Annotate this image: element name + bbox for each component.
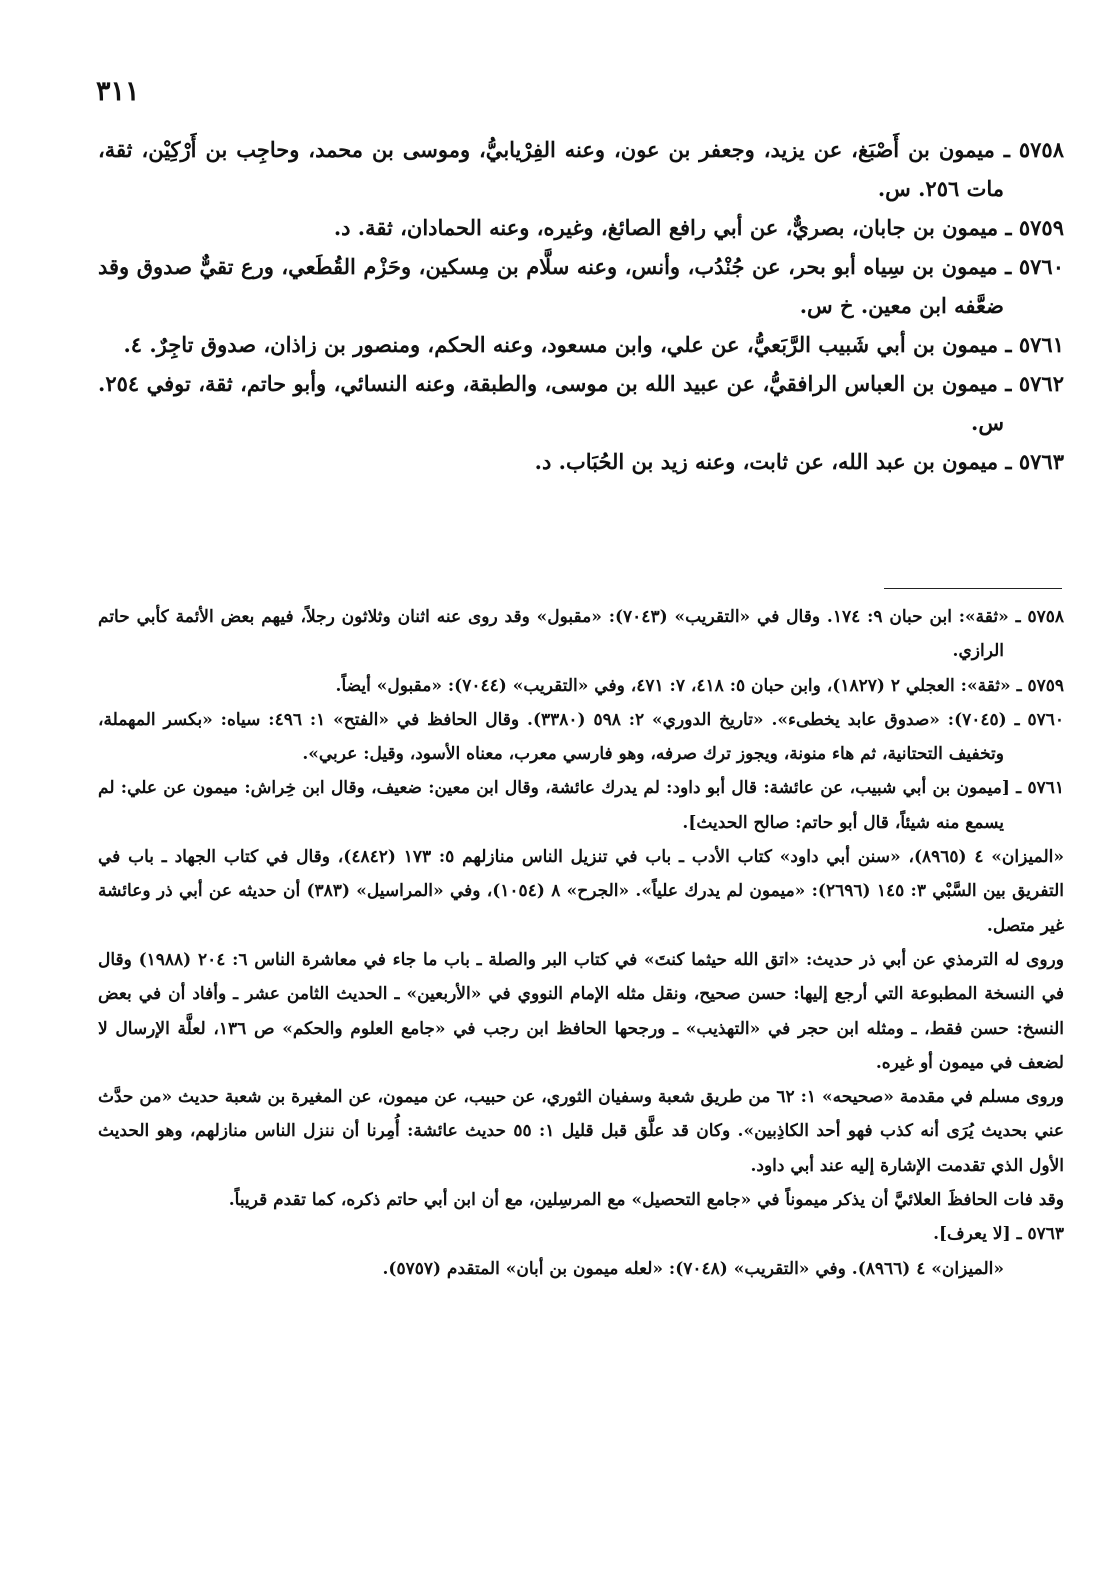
note-5761-sources: «الميزان» ٤ (٨٩٦٥)، «سنن أبي داود» كتاب الأدب ـ باب في تنزيل الناس منازلهم ٥: ١٧٣ (٤٨٤٢)، وقال في كتاب الجهاد ـ باب في التفريق بين السَّبْي ٣: ١٤٥ (٢٦٩٦): «ميمون لم يدرك علياً». «الجرح» ٨ (١٠٥٤)، وفي «المراسيل» (٣٨٣) أن حديثه عن أبي ذر وعائشة غير متصل. [98,847,1064,936]
note-5761: ٥٧٦١ ـ [ميمون بن أبي شبيب، عن عائشة: قال أبو داود: لم يدرك عائشة، وقال ابن معين: ضعيف، وقال ابن خِراش: ميمون عن علي: لم يسمع منه شيئاً، قال أبو حاتم: صالح الحديث]. [98,778,1064,833]
note-5763-sources: «الميزان» ٤ (٨٩٦٦). وفي «التقريب» (٧٠٤٨): «لعله ميمون بن أبان» المتقدم (٥٧٥٧). [382,1258,1004,1279]
page-number: ٣١١ [96,76,140,107]
entry-5761: ٥٧٦١ ـ ميمون بن أبي شَبيب الرَّبَعيُّ، عن علي، وابن مسعود، وعنه الحكم، ومنصور بن زاذان، صدوق تاجِرٌ. ٤. [123,332,1064,357]
entry-5758: ٥٧٥٨ ـ ميمون بن أَصْبَغ، عن يزيد، وجعفر بن عون، وعنه الفِرْيابيُّ، وموسى بن محمد، وحاجِب بن أَرْكِيْن، ثقة، مات ٢٥٦. س. [98,137,1064,201]
note-5763: ٥٧٦٣ ـ [لا يعرف]. [933,1224,1064,1245]
footnote-divider [884,588,1062,589]
entry-5763: ٥٧٦٣ ـ ميمون بن عبد الله، عن ثابت، وعنه زيد بن الحُبَاب. د. [534,449,1064,474]
note-5761-tirmidhi: وروى له الترمذي عن أبي ذر حديث: «اتق الله حيثما كنتَ» في كتاب البر والصلة ـ باب ما جاء في معاشرة الناس ٦: ٢٠٤ (١٩٨٨) وقال في النسخة المطبوعة التي أرجع إليها: حسن صحيح، ونقل مثله الإمام النووي في «الأربعين» ـ الحديث الثامن عشر ـ وأفاد أن في بعض النسخ: حسن فقط، ـ ومثله ابن حجر في «التهذيب» ـ ورجحها الحافظ ابن رجب في «جامع العلوم والحكم» ص ١٣٦، لعلَّة الإرسال لا لضعف في ميمون أو غيره. [98,949,1065,1073]
note-5760: ٥٧٦٠ ـ (٧٠٤٥): «صدوق عابد يخطىء». «تاريخ الدوري» ٢: ٥٩٨ (٣٣٨٠). وقال الحافظ في «الفتح» ١: ٤٩٦: سياه: «بكسر المهملة، وتخفيف التحتانية، ثم هاء منونة، ويجوز ترك صرفه، وهو فارسي معرب، معناه الأسود، وقيل: عربي». [98,709,1064,765]
main-text [98,130,1064,481]
entry-5760: ٥٧٦٠ ـ ميمون بن سِياه أبو بحر، عن جُنْدُب، وأنس، وعنه سلَّام بن مِسكين، وحَزْم القُطَعي، ورع تقيٌّ صدوق وقد ضعَّفه ابن معين. خ س. [98,254,1064,318]
note-5761-alai: وقد فات الحافظَ العلائيَّ أن يذكر ميموناً في «جامع التحصيل» مع المرسِلين، مع أن ابن أبي حاتم ذكره، كما تقدم قريباً. [228,1190,1064,1211]
entry-5759: ٥٧٥٩ ـ ميمون بن جابان، بصريٌّ، عن أبي رافع الصائغ، وغيره، وعنه الحمادان، ثقة. د. [333,215,1064,240]
note-5759: ٥٧٥٩ ـ «ثقة»: العجلي ٢ (١٨٢٧)، وابن حبان ٥: ٤١٨، ٧: ٤٧١، وفي «التقريب» (٧٠٤٤): «مقبول» أيضاً. [335,675,1064,696]
footnotes [98,600,1064,1286]
entry-5762: ٥٧٦٢ ـ ميمون بن العباس الرافقيُّ، عن عبيد الله بن موسى، والطبقة، وعنه النسائي، وأبو حاتم، ثقة، توفي ٢٥٤. س. [98,371,1064,435]
note-5761-muslim: وروى مسلم في مقدمة «صحيحه» ١: ٦٢ من طريق شعبة وسفيان الثوري، عن حبيب، عن ميمون، عن المغيرة بن شعبة حديث «من حدَّث عني بحديث يُرَى أنه كذب فهو أحد الكاذِبين». وكان قد علَّق قبل قليل ١: ٥٥ حديث عائشة: أُمِرنا أن ننزل الناس منازلهم، وهو الحديث الأول الذي تقدمت الإشارة إليه عند أبي داود. [98,1087,1065,1176]
note-5758: ٥٧٥٨ ـ «ثقة»: ابن حبان ٩: ١٧٤. وقال في «التقريب» (٧٠٤٣): «مقبول» وقد روى عنه اثنان وثلاثون رجلاً، فيهم بعض الأئمة كأبي حاتم الرازي. [98,607,1064,662]
